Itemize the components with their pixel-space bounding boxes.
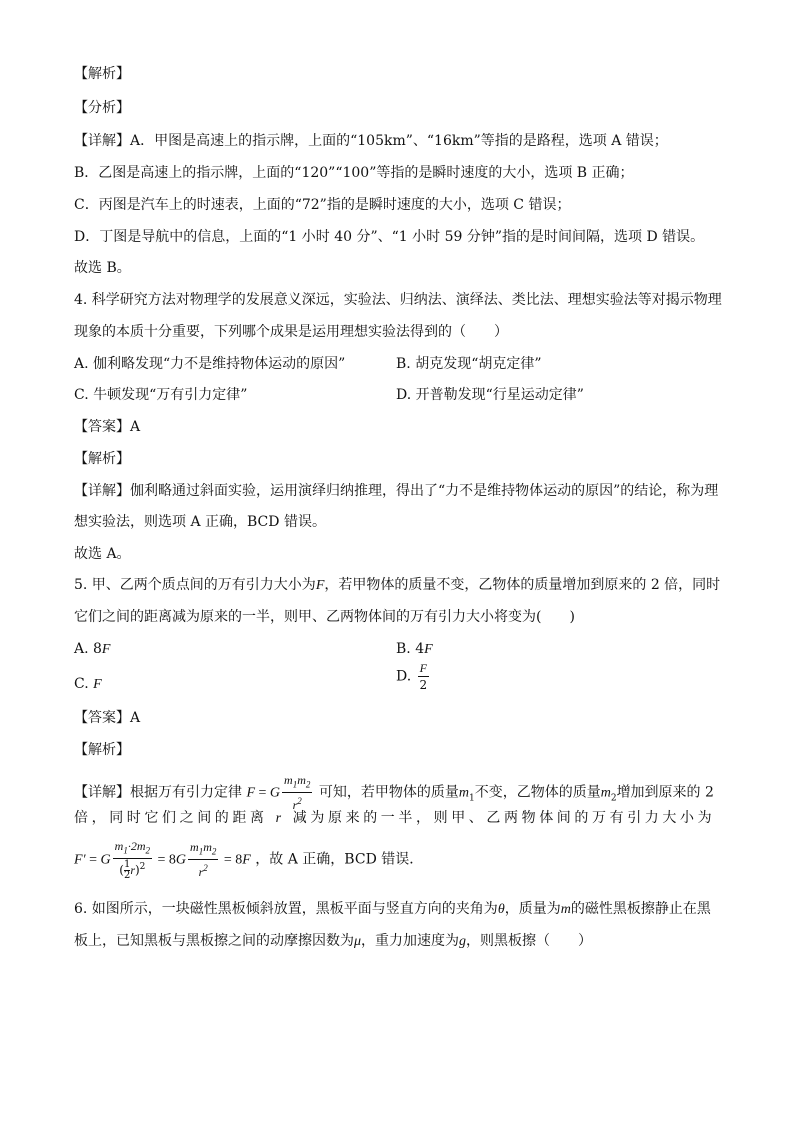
- q4-conclusion: 故选 A。: [74, 546, 131, 562]
- analysis-heading: 【解析】: [74, 66, 130, 82]
- q5-answer: 【答案】A: [74, 710, 141, 726]
- q5-option-d: D. $\frac{F}{2}$: [396, 661, 428, 692]
- question-5-stem: 它们之间的距离减为原来的一半，则甲、乙两物体间的万有引力大小将变为( ): [74, 609, 575, 625]
- q5-detail: 倍，同时它们之间的距离 r 减为原来的一半，则甲、乙两物体间的万有引力大小为: [74, 810, 716, 826]
- q4-option-b: B. 胡克发现“胡克定律”: [396, 356, 542, 372]
- detail-line: B．乙图是高速上的指示牌，上面的“120”“100”等指的是瞬时速度的大小，选项 B 正确；: [74, 165, 634, 181]
- q5-option-a: A. 8F: [74, 641, 111, 657]
- q4-analysis-heading: 【解析】: [74, 451, 130, 467]
- fraction-f-over-2: $\frac{F}{2}$: [419, 661, 428, 692]
- detail-line: 【详解】A．甲图是高速上的指示牌，上面的“105km”、“16km”等指的是路程，选项 A 错误；: [74, 133, 668, 149]
- q4-detail: 想实验法，则选项 A 正确，BCD 错误。: [74, 514, 326, 530]
- q5-detail-formula: 【详解】根据万有引力定律 F = G $\frac{m_1m_2}{r^2}$ 可知，若甲物体的质量$m_1$不变，乙物体的质量$m_2$增加到原来的 2: [74, 773, 714, 813]
- detail-line: C．丙图是汽车上的时速表，上面的“72”指的是瞬时速度的大小，选项 C 错误；: [74, 197, 571, 213]
- breakdown-heading: 【分析】: [74, 100, 130, 116]
- q4-option-a: A. 伽利略发现“力不是维持物体运动的原因”: [74, 356, 346, 372]
- q5-option-b: B. 4F: [396, 641, 433, 657]
- question-6-stem: 板上，已知黑板与黑板擦之间的动摩擦因数为μ，重力加速度为g，则黑板擦（ ）: [74, 933, 593, 949]
- q5-analysis-heading: 【解析】: [74, 742, 130, 758]
- question-4-stem: 4. 科学研究方法对物理学的发展意义深远，实验法、归纳法、演绎法、类比法、理想实验法等对揭示物理: [74, 292, 722, 308]
- q4-answer: 【答案】A: [74, 419, 141, 435]
- question-5-stem: 5. 甲、乙两个质点间的万有引力大小为F，若甲物体的质量不变，乙物体的质量增加到原来的 2 倍，同时: [74, 577, 721, 593]
- q5-detail-equation: F′ = G $m_1\cdot 2m_2$ ( $\frac{1}{2}$ r)$^2$ = 8G $\frac{m_1m_2}{r^2}$ = 8F ，故 A 正确，BCD 错误．: [74, 839, 424, 882]
- q4-option-c: C. 牛顿发现“万有引力定律”: [74, 387, 248, 403]
- question-6-stem: 6. 如图所示，一块磁性黑板倾斜放置，黑板平面与竖直方向的夹角为θ，质量为m的磁性黑板擦静止在黑: [74, 901, 711, 917]
- conclusion-line: 故选 B。: [74, 260, 131, 276]
- question-4-stem: 现象的本质十分重要，下列哪个成果是运用理想实验法得到的（ ）: [74, 324, 508, 340]
- q4-option-d: D. 开普勒发现“行星运动定律”: [396, 387, 584, 403]
- q5-option-c: C. F: [74, 676, 102, 692]
- q4-detail: 【详解】伽利略通过斜面实验，运用演绎归纳推理，得出了“力不是维持物体运动的原因”的结论，称为理: [74, 483, 719, 499]
- detail-line: D．丁图是导航中的信息，上面的“1 小时 40 分”、“1 小时 59 分钟”指的是时间间隔，选项 D 错误。: [74, 229, 705, 245]
